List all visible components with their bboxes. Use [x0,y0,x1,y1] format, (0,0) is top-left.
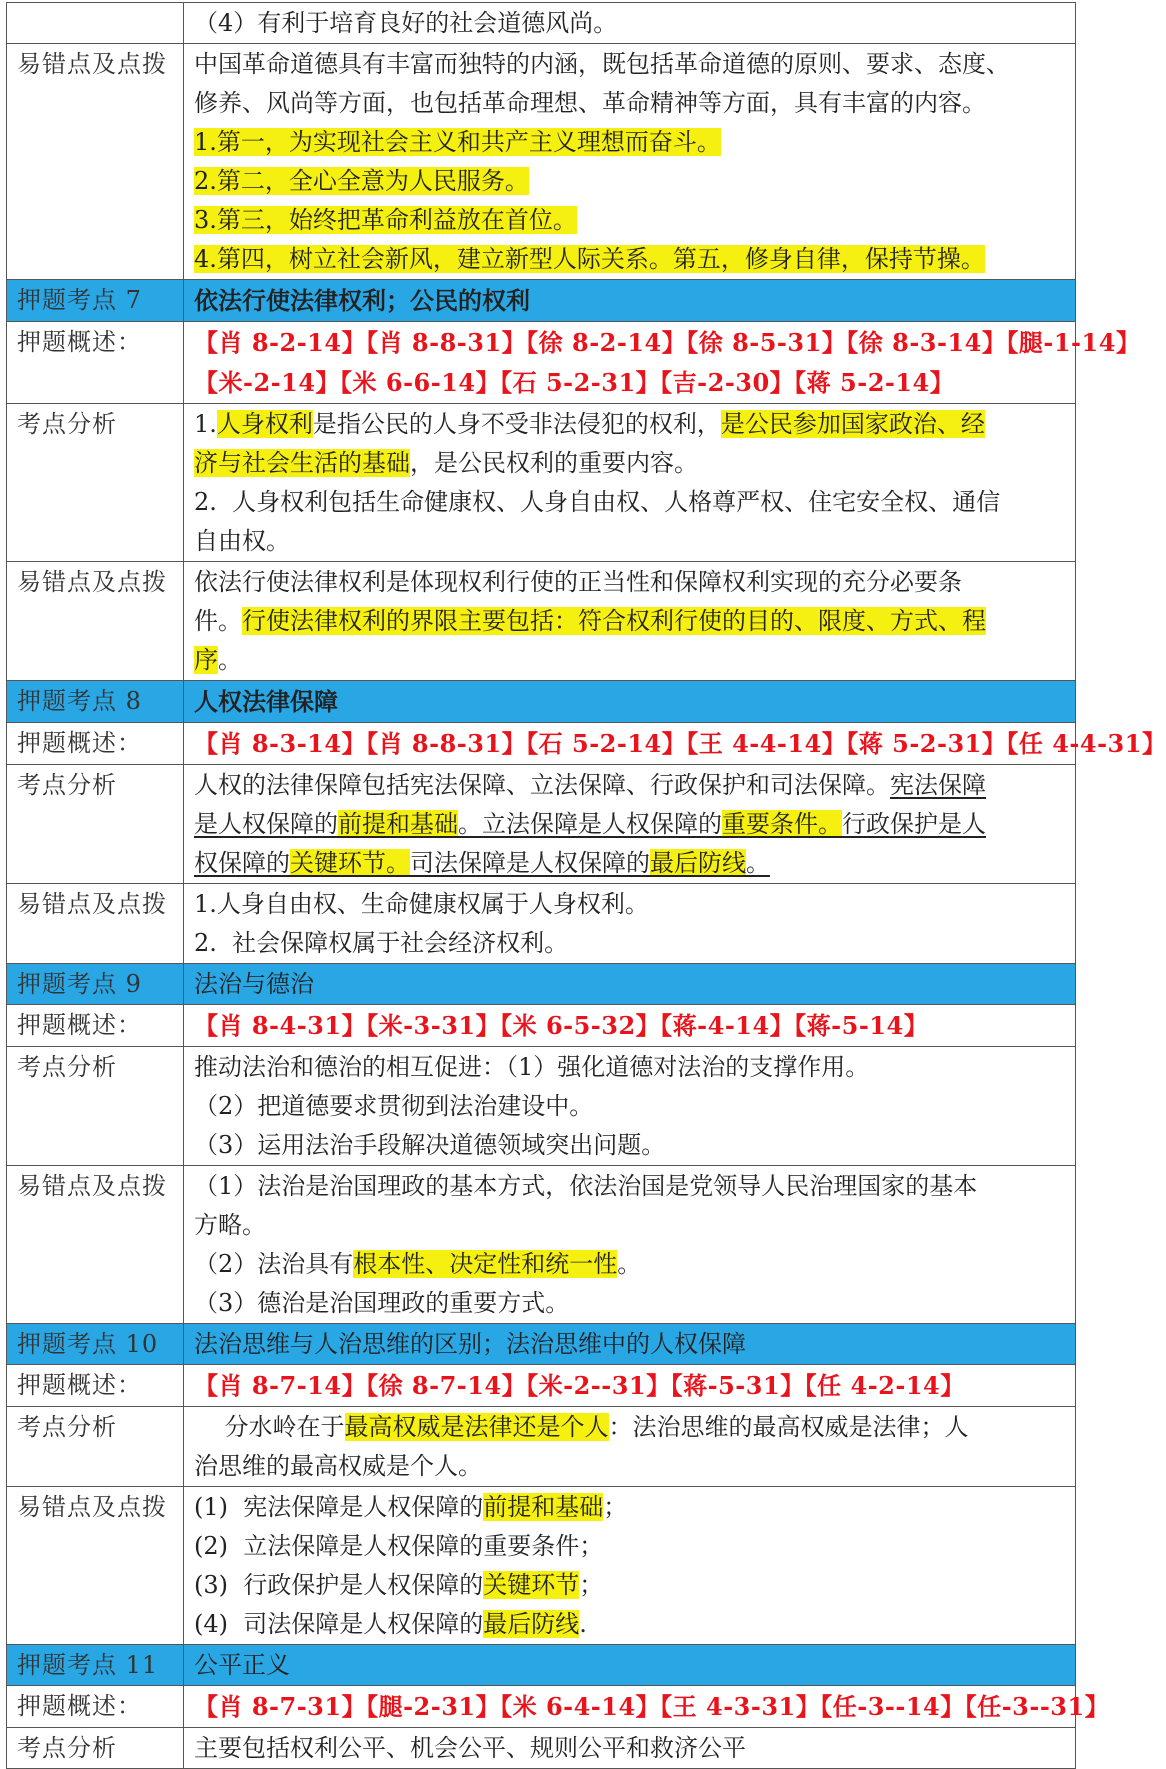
content-line [194,965,1069,1004]
row-content [184,1686,1110,1728]
text-segment: ； [603,1493,628,1521]
content-line [194,1488,1069,1527]
content-line [194,1206,1069,1245]
text-segment: （3）运用法治手段解决道德领域突出问题。 [194,1131,666,1159]
text-segment: 方略。 [194,1211,266,1239]
content-line [194,162,1069,201]
content-line [194,1605,1069,1644]
table-row [7,765,1076,884]
row-content [184,681,1076,723]
content-line [194,240,1069,279]
reference-codes: 【肖 8-2-14】【肖 8-8-31】【徐 8-2-14】【徐 8-5-31】【徐 8-3-14】【腿-1-14】 [194,328,1141,357]
row-content [184,44,1076,280]
row-label: 押题概述： [7,723,184,765]
table-row [7,322,1076,404]
row-content [184,280,1076,322]
text-segment: 行政保护是人 [842,810,986,838]
table-row [7,1407,1076,1487]
content-line [194,84,1069,123]
highlighted-text: 根本性、决定性和统一性 [353,1250,618,1278]
content-line [194,724,1166,764]
row-label: 押题考点 8 [7,681,184,723]
text-segment: 2. 人身权利包括生命健康权、人身自由权、人格尊严权、住宅安全权、通信 [194,488,1001,516]
row-content [184,1324,1076,1365]
text-segment: 是指公民的人身不受非法侵犯的权利， [312,410,721,438]
row-label [7,3,184,44]
table-row [7,1047,1076,1166]
row-content [184,1407,1076,1487]
table-row [7,3,1076,44]
content-line [194,1048,1069,1087]
content-line [194,123,1069,162]
table-row [7,562,1076,681]
content-line [194,1687,1110,1727]
text-segment: 宪法保障 [890,771,986,799]
highlighted-text: 最后防线 [483,1610,580,1638]
row-label: 考点分析 [7,1728,184,1769]
highlighted-text: 重要条件。 [722,810,842,838]
table-row [7,723,1076,765]
content-line [194,885,1069,924]
highlighted-text: 1.第一，为实现社会主义和共产主义理想而奋斗。 [194,128,721,156]
highlighted-text: 3.第三，始终把革命利益放在首位。 [194,206,577,234]
table-row [7,1365,1076,1407]
row-label: 押题考点 11 [7,1645,184,1686]
row-content [184,404,1076,562]
row-label: 押题考点 10 [7,1324,184,1365]
highlighted-text: 是公民参加国家政治、经 [720,410,985,438]
row-content [184,1166,1076,1324]
content-line [194,766,1069,805]
text-segment: 中国革命道德具有丰富而独特的内涵，既包括革命道德的原则、要求、态度、 [194,50,1010,78]
text-segment: （1）法治是治国理政的基本方式，依法治国是党领导人民治理国家的基本 [194,1172,978,1200]
row-label: 易错点及点拨 [7,562,184,681]
text-segment: 分水岭在于 [194,1413,345,1441]
content-line [194,1087,1069,1126]
text-segment: 件。 [194,607,242,635]
highlighted-text: 关键环节 [483,1571,580,1599]
text-segment: 依法行使法律权利；公民的权利 [194,286,530,315]
text-segment: 推动法治和德治的相互促进：（1）强化道德对法治的支撑作用。 [194,1053,870,1081]
row-content [184,1047,1076,1166]
content-line [194,1646,1069,1685]
reference-codes: 【肖 8-7-14】【徐 8-7-14】【米-2--31】【蒋-5-31】【任 4-2-14】 [194,1371,965,1400]
highlighted-text: 前提和基础 [483,1493,604,1521]
reference-codes: 【肖 8-4-31】【米-3-31】【米 6-5-32】【蒋-4-14】【蒋-5-14】 [194,1011,929,1040]
table-row [7,1166,1076,1324]
topic-header-row [7,1645,1076,1686]
table-row [7,44,1076,280]
content-line [194,1006,1069,1046]
row-content [184,884,1076,964]
content-line [194,844,1069,883]
row-label: 易错点及点拨 [7,884,184,964]
content-line [194,1729,1069,1768]
content-line [194,483,1069,522]
content-line [194,522,1069,561]
content-line [194,405,1069,444]
text-segment: (2) 立法保障是人权保障的重要条件； [194,1532,604,1560]
content-line [194,323,1141,363]
content-line [194,563,1069,602]
text-segment: 修养、风尚等方面，也包括革命理想、革命精神等方面，具有丰富的内容。 [194,89,986,117]
text-segment: 依法行使法律权利是体现权利行使的正当性和保障权利实现的充分必要条 [194,568,962,596]
reference-codes: 【米-2-14】【米 6-6-14】【石 5-2-31】【吉-2-30】【蒋 5-2-14】 [194,368,955,397]
text-segment: 主要包括权利公平、机会公平、规则公平和救济公平 [194,1734,746,1762]
row-label: 押题概述： [7,322,184,404]
text-segment: 人权法律保障 [194,687,338,716]
highlighted-text: 4.第四，树立社会新风，建立新型人际关系。第五，修身自律，保持节操。 [194,245,985,273]
row-content [184,562,1076,681]
content-line [194,1366,1069,1406]
text-segment: （4）有利于培育良好的社会道德风尚。 [194,9,618,37]
row-content [184,322,1141,404]
row-content [184,964,1076,1005]
reference-codes: 【肖 8-3-14】【肖 8-8-31】【石 5-2-14】【王 4-4-14】【蒋 5-2-31】【任 4-4-31】 [194,729,1166,758]
table-row [7,1686,1076,1728]
highlighted-text: 前提和基础 [338,810,458,838]
row-label: 考点分析 [7,1407,184,1487]
content-line [194,45,1069,84]
text-segment: 2. 社会保障权属于社会经济权利。 [194,929,569,957]
text-segment: ； [579,1571,604,1599]
text-segment: 人权的法律保障包括宪法保障、立法保障、行政保护和司法保障。 [194,771,890,799]
row-label: 考点分析 [7,404,184,562]
highlighted-text: 济与社会生活的基础 [194,449,410,477]
row-label: 易错点及点拨 [7,1166,184,1324]
content-line [194,602,1069,641]
text-segment: (4) 司法保障是人权保障的 [194,1610,484,1638]
text-segment: . [579,1610,587,1638]
row-content [184,1005,1076,1047]
table-row [7,884,1076,964]
row-content [184,3,1076,44]
text-segment: 自由权。 [194,527,290,555]
text-segment: （2）法治具有 [194,1250,354,1278]
content-line [194,1167,1069,1206]
text-segment: (1) 宪法保障是人权保障的 [194,1493,484,1521]
text-segment: 法治与德治 [194,970,314,998]
table-row [7,1728,1076,1769]
content-line [194,444,1069,483]
text-segment: （3）德治是治国理政的重要方式。 [194,1289,570,1317]
row-label: 考点分析 [7,765,184,884]
content-line [194,641,1069,680]
text-segment: 权保障的 [194,849,290,877]
row-content [184,765,1076,884]
highlighted-text: 序 [194,646,218,674]
row-label: 押题概述： [7,1365,184,1407]
text-segment: 1. [194,410,217,438]
highlighted-text: 2.第二，全心全意为人民服务。 [194,167,529,195]
table-row [7,1487,1076,1645]
row-label: 押题考点 7 [7,280,184,322]
highlighted-text: 人身权利 [216,410,313,438]
row-label: 押题考点 9 [7,964,184,1005]
topic-header-row [7,964,1076,1005]
highlighted-text: 关键环节。 [290,849,410,877]
content-line [194,281,1069,321]
highlighted-text: 行使法律权利的界限主要包括：符合权利行使的目的、限度、方式、程 [242,607,986,635]
text-segment: 。 [218,646,242,674]
row-content [184,1728,1076,1769]
content-line [194,1527,1069,1566]
highlighted-text: 最后防线 [650,849,746,877]
topic-header-row [7,280,1076,322]
content-line [194,682,1069,722]
content-line [194,1566,1069,1605]
content-line [194,1447,1069,1486]
content-line [194,201,1069,240]
text-segment: 司法保障是人权保障的 [410,849,650,877]
text-segment: 公平正义 [194,1651,290,1679]
study-notes-table [6,2,1166,1769]
text-segment: 。立法保障是人权保障的 [458,810,722,838]
content-line [194,1408,1069,1447]
text-segment: 是人权保障的 [194,810,338,838]
content-line [194,363,1069,403]
content-line [194,1325,1069,1364]
table-row [7,404,1076,562]
highlighted-text: 最高权威是法律还是个人 [344,1413,609,1441]
topic-header-row [7,1324,1076,1365]
text-segment: （2）把道德要求贯彻到法治建设中。 [194,1092,594,1120]
content-line [194,805,1069,844]
row-content [184,723,1166,765]
row-label: 押题概述： [7,1005,184,1047]
row-label: 易错点及点拨 [7,44,184,280]
reference-codes: 【肖 8-7-31】【腿-2-31】【米 6-4-14】【王 4-3-31】【任-3--14】【任-3--31】 [194,1692,1110,1721]
topic-header-row [7,681,1076,723]
content-line [194,1126,1069,1165]
row-content [184,1487,1076,1645]
text-segment: 法治思维与人治思维的区别；法治思维中的人权保障 [194,1330,746,1358]
text-segment: ，是公民权利的重要内容。 [410,449,698,477]
text-segment: 。 [746,849,770,877]
content-line [194,4,1069,43]
row-content [184,1365,1076,1407]
content-line [194,924,1069,963]
text-segment: 。 [617,1250,642,1278]
row-label: 考点分析 [7,1047,184,1166]
row-label: 易错点及点拨 [7,1487,184,1645]
content-line [194,1284,1069,1323]
text-segment: ：法治思维的最高权威是法律；人 [608,1413,969,1441]
text-segment: 治思维的最高权威是个人。 [194,1452,482,1480]
row-label: 押题概述： [7,1686,184,1728]
table-row [7,1005,1076,1047]
text-segment: (3) 行政保护是人权保障的 [194,1571,484,1599]
row-content [184,1645,1076,1686]
content-line [194,1245,1069,1284]
text-segment: 1.人身自由权、生命健康权属于人身权利。 [194,890,649,918]
